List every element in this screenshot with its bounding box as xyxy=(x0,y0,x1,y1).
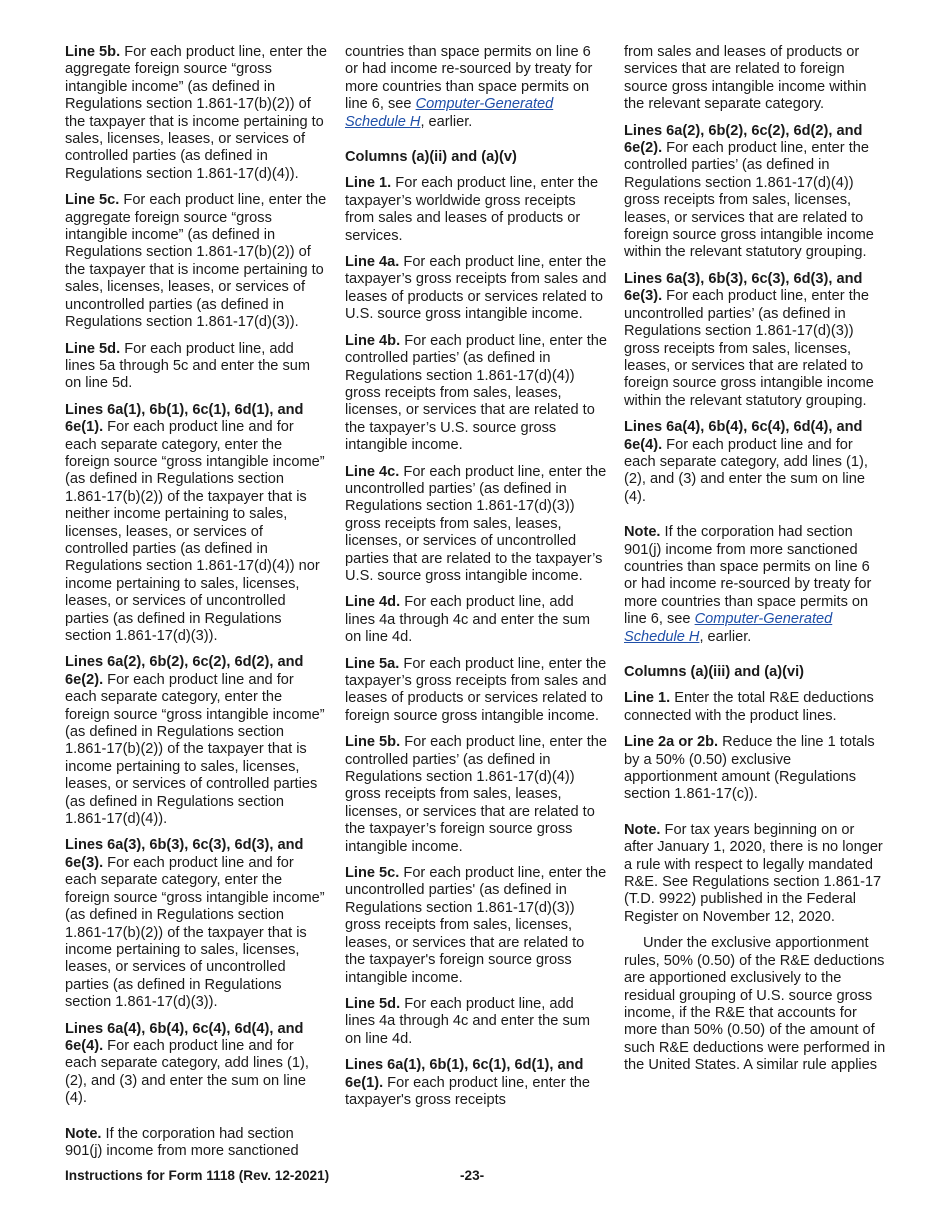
paragraph-line-4b xyxy=(345,333,607,455)
paragraph-lines-6-4 xyxy=(65,1021,327,1108)
paragraph-line-5a xyxy=(345,656,607,726)
paragraph-text: For each product line, enter the taxpayer’s gross receipts from sales and leases of products or services related to foreign source gross intangible income. xyxy=(345,655,607,724)
paragraph-lines-6-4 xyxy=(624,419,886,506)
paragraph-line-5c xyxy=(345,865,607,987)
paragraph-line-5b xyxy=(65,44,327,183)
paragraph-lead: Lines 6a(2), 6b(2), 6c(2), 6d(2), and 6e(2). xyxy=(624,122,863,157)
paragraph-line-4d xyxy=(345,594,607,646)
paragraph-lead: Lines 6a(3), 6b(3), 6c(3), 6d(3), and 6e(3). xyxy=(65,837,304,871)
paragraph-text: For each product line, enter the aggregate foreign source “gross intangible income” (as defined in Regulations section 1.861-17(b)(2)) of the taxpayer that is income pertaining to sales, licenses, leases, or services of controlled parties (as defined in Regulations section 1.861-17(d)(4)). xyxy=(65,44,328,182)
paragraph-text: For tax years beginning on or after January 1, 2020, there is no longer a rule with respect to legally mandated R&E. See Regulations section 1.861-17 (T.D. 9922) published in the Federal Register on November 12, 2020. xyxy=(624,821,883,925)
paragraph-text: If the corporation had section 901(j) income from more sanctioned xyxy=(65,1125,299,1159)
paragraph-lead: Line 1. xyxy=(345,175,392,192)
paragraph-text: If the corporation had section 901(j) income from more sanctioned countries than space permits on line 6 or had income re-sourced by treaty for more countries than space permits on line 6, see xyxy=(624,524,872,628)
paragraph-lines-6-3 xyxy=(65,837,327,1011)
paragraph-note-continued xyxy=(345,44,607,131)
paragraph-text: For each product line and for each separate category, enter the foreign source “gross intangible income” (as defined in Regulations section 1.861-17(b)(2)) of the taxpayer that is income pertaining to sales, licenses, leases, or services of controlled parties (as defined in Regulations section 1.861-17(d)(4)). xyxy=(65,671,325,828)
paragraph-lead: Line 5b. xyxy=(65,44,121,60)
paragraph-lead: Line 5d. xyxy=(65,340,121,357)
paragraph-line-4c xyxy=(345,464,607,586)
paragraph-text: For each product line, enter the uncontrolled parties' (as defined in Regulations section 1.861-17(d)(3)) gross receipts from sales, licenses, leases, or services that are related to the taxpayer's foreign source gross intangible income. xyxy=(345,865,607,986)
paragraph-lead: Line 4b. xyxy=(345,332,401,349)
paragraph-text-after: , earlier. xyxy=(420,113,473,130)
section-heading: Columns (a)(ii) and (a)(v) xyxy=(345,149,517,166)
paragraph-lines-6-2 xyxy=(65,654,327,828)
paragraph-text-after: , earlier. xyxy=(699,628,752,645)
footer-page-number: -23- xyxy=(460,1168,485,1183)
paragraph-lead: Lines 6a(3), 6b(3), 6c(3), 6d(3), and 6e(3). xyxy=(624,270,863,305)
paragraph-text: For each product line, enter the controlled parties’ (as defined in Regulations section 1.861-17(d)(4)) gross receipts from sales, leases, licenses, or services that are related to the taxpayer’s U.S. source gross intangible income. xyxy=(345,332,608,454)
paragraph-line-5d xyxy=(345,996,607,1048)
paragraph-text: For each product line and for each separate category, add lines (1), (2), and (3) and enter the sum on line (4). xyxy=(624,436,868,505)
paragraph-text: For each product line and for each separate category, enter the foreign source “gross intangible income” (as defined in Regulations section 1.861-17(b)(2)) of the taxpayer that is neither income pertaining to sales, licenses, leases, or services of controlled parties (as defined in Regulations section 1.861-17(d)(4)) nor income pertaining to sales, licenses, leases, or services of uncontrolled parties (as defined in Regulations section 1.861-17(d)(3)). xyxy=(65,419,325,644)
paragraph-text: Under the exclusive apportionment rules, 50% (0.50) of the R&E deductions are apportioned exclusively to the residual grouping of U.S. source gross income, if the R&E that accounts for more than 50% (0.50) of the amount of such R&E deductions were performed in the United States. A similar rule applies xyxy=(624,935,886,1074)
paragraph-text: Enter the total R&E deductions connected with the product lines. xyxy=(624,690,874,724)
paragraph-lead: Line 2a or 2b. xyxy=(624,734,719,751)
paragraph-text: For each product line, enter the aggregate foreign source “gross intangible income” (as defined in Regulations section 1.861-17(b)(2)) of the taxpayer that is income pertaining to sales, licenses, leases, or services of uncontrolled parties (as defined in Regulations section 1.861-17(d)(3)). xyxy=(65,192,327,331)
computer-generated-schedule-h-link[interactable]: Computer-Generated Schedule H xyxy=(345,96,554,130)
paragraph-text: Reduce the line 1 totals by a 50% (0.50) exclusive apportionment amount (Regulations section 1.861-17(c)). xyxy=(624,734,875,803)
paragraph-lines-6-1 xyxy=(65,402,327,646)
paragraph-lead: Lines 6a(4), 6b(4), 6c(4), 6d(4), and 6e(4). xyxy=(624,419,863,453)
paragraph-lead: Note. xyxy=(624,524,661,541)
paragraph-text: For each product line, enter the taxpayer's gross receipts xyxy=(345,1074,590,1108)
paragraph-lead: Line 1. xyxy=(624,690,671,707)
paragraph-lines-6-1 xyxy=(345,1057,607,1109)
text-column-2 xyxy=(345,44,607,1118)
paragraph-text: For each product line, enter the taxpayer’s worldwide gross receipts from sales and leases of products or services. xyxy=(345,175,599,244)
paragraph-text: from sales and leases of products or services that are related to foreign source gross intangible income within the relevant separate category. xyxy=(624,44,867,113)
text-column-3 xyxy=(624,44,886,1084)
paragraph-text: countries than space permits on line 6 or had income re-sourced by treaty for more countries than space permits on line 6, see xyxy=(345,44,593,113)
paragraph-line-5b xyxy=(345,734,607,856)
paragraph-lead: Lines 6a(1), 6b(1), 6c(1), 6d(1), and 6e(1). xyxy=(65,401,304,436)
paragraph-lead: Line 4d. xyxy=(345,594,401,611)
paragraph-text: For each product line, enter the taxpayer’s gross receipts from sales and leases of products or services related to U.S. source gross intangible income. xyxy=(345,254,607,323)
paragraph-note xyxy=(65,1126,327,1161)
paragraph-note xyxy=(624,524,886,646)
paragraph-continued xyxy=(624,44,886,114)
paragraph-lead: Line 5a. xyxy=(345,655,400,672)
paragraph-line-5c xyxy=(65,192,327,331)
paragraph-text: For each product line, enter the controlled parties’ (as defined in Regulations section 1.861-17(d)(4)) gross receipts from sales, leases, licenses, or services that are related to the taxpayer’s foreign source gross intangible income. xyxy=(345,734,608,855)
paragraph-line-1 xyxy=(624,690,886,725)
paragraph-lead: Note. xyxy=(624,821,661,838)
paragraph-lead: Lines 6a(1), 6b(1), 6c(1), 6d(1), and 6e(1). xyxy=(345,1057,584,1091)
paragraph-lead: Line 5d. xyxy=(345,995,401,1012)
paragraph-lead: Line 5c. xyxy=(345,865,400,882)
paragraph-line-4a xyxy=(345,254,607,324)
text-column-1 xyxy=(65,44,327,1169)
paragraph-text: For each product line, add lines 4a through 4c and enter the sum on line 4d. xyxy=(345,995,591,1047)
paragraph-lead: Lines 6a(4), 6b(4), 6c(4), 6d(4), and 6e(4). xyxy=(65,1020,304,1054)
paragraph-text: For each product line and for each separate category, add lines (1), (2), and (3) and enter the sum on line (4). xyxy=(65,1037,309,1107)
footer-form-title: Instructions for Form 1118 (Rev. 12-2021) xyxy=(65,1168,330,1183)
paragraph-line-1 xyxy=(345,175,607,245)
paragraph-lead: Line 4c. xyxy=(345,463,400,480)
paragraph-lead: Line 5b. xyxy=(345,734,401,751)
section-heading: Columns (a)(iii) and (a)(vi) xyxy=(624,664,804,680)
paragraph-lines-6-2 xyxy=(624,123,886,262)
paragraph-text: For each product line, add lines 4a through 4c and enter the sum on line 4d. xyxy=(345,594,591,646)
paragraph-note-2 xyxy=(624,822,886,926)
paragraph-lead: Line 4a. xyxy=(345,254,400,271)
paragraph-line-5d xyxy=(65,341,327,393)
paragraph-lead: Line 5c. xyxy=(65,192,120,209)
paragraph-exclusive-apportionment xyxy=(624,935,886,1074)
computer-generated-schedule-h-link[interactable]: Computer-Generated Schedule H xyxy=(624,611,833,645)
paragraph-lead: Lines 6a(2), 6b(2), 6c(2), 6d(2), and 6e(2). xyxy=(65,654,304,688)
paragraph-lines-6-3 xyxy=(624,271,886,410)
paragraph-text: For each product line, enter the uncontrolled parties’ (as defined in Regulations section 1.861-17(d)(3)) gross receipts from sales, licenses, leases, or services that are related to foreign source gross intangible income within the relevant statutory grouping. xyxy=(624,288,874,409)
paragraph-lead: Note. xyxy=(65,1125,102,1142)
paragraph-text: For each product line, enter the controlled parties’ (as defined in Regulations section 1.861-17(d)(4)) gross receipts from sales, licenses, leases, or services that are related to foreign source gross intangible income within the relevant statutory grouping. xyxy=(624,140,874,261)
paragraph-line-2a-2b xyxy=(624,734,886,804)
paragraph-text: For each product line, enter the uncontrolled parties’ (as defined in Regulations section 1.861-17(d)(3)) gross receipts from sales, leases, licenses, or services of uncontrolled parties that are related to the taxpayer’s U.S. source gross intangible income. xyxy=(345,463,607,584)
paragraph-text: For each product line and for each separate category, enter the foreign source “gross intangible income” (as defined in Regulations section 1.861-17(b)(2)) of the taxpayer that is income pertaining to sales, licenses, leases, or services of uncontrolled parties (as defined in Regulations section 1.861-17(d)(3)). xyxy=(65,854,325,1011)
paragraph-text: For each product line, add lines 5a through 5c and enter the sum on line 5d. xyxy=(65,340,311,392)
